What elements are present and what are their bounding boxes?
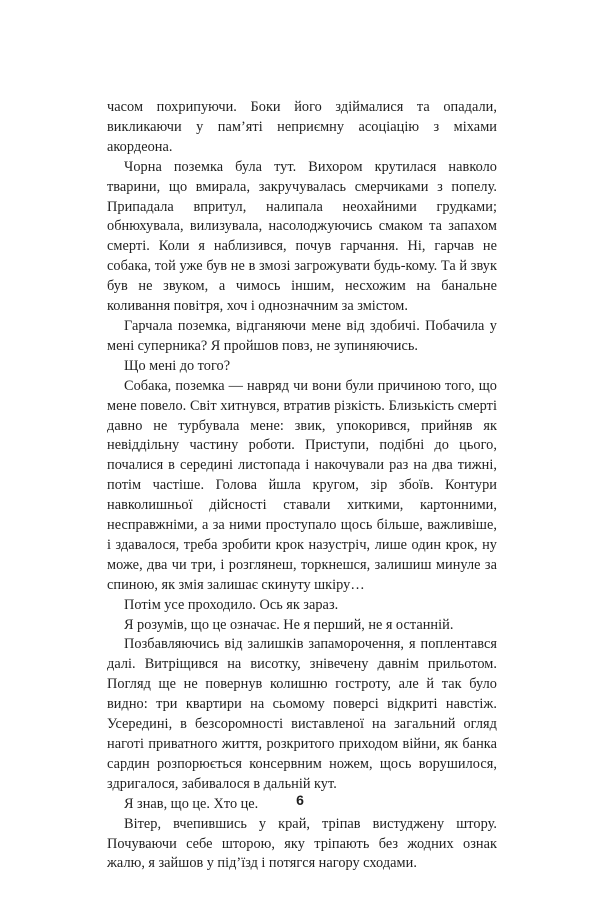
paragraph-5: Собака, поземка — навряд чи вони були причиною того, що мене повело. Світ хитнувся, втратив різкість. Близькість смерті давно не турбувала мене: звик, упокорився, прийняв як невіддільну частину роботи. Приступи, подібні до цього, почалися в середині листопада і накочували раз на два тижні, потім частіше. Голова йшла кругом, зір збоїв. Контури навколишньої дійсності ставали хиткими, картонними, несправжніми, а за ними проступало щось більше, важливіше, і здавалося, треба зробити крок назустріч, лише один крок, ну може, два чи три, і розглянеш, торкнешся, залишиш минуле за спиною, як змія залишає скинуту шкіру… <box>107 377 497 593</box>
paragraph-10: Вітер, вчепившись у край, тріпав вистуджену штору. Почуваючи себе шторою, яку тріпають без жодних ознак жалю, я зайшов у під’їзд і потягся нагору сходами. <box>107 815 497 872</box>
body-text <box>107 98 497 874</box>
paragraph-8: Позбавляючись від залишків запаморочення, я поплентався далі. Витріщився на висотку, знівечену давнім прильотом. Погляд ще не повернув колишню гостроту, але й так було видно: три квартири на сьомому поверсі відкриті навстіж. Усередині, в безсоромності виставленої на загальний огляд наготі приватного життя, розкритого приходом війни, як банка сардин розпорюється консервним ножем, щось ворушилося, здригалося, забивалося в дальній кут. <box>107 636 497 792</box>
paragraph-9: Я знав, що це. Хто це. <box>124 795 259 812</box>
paragraph-4: Що мені до того? <box>124 357 231 374</box>
paragraph-2: Чорна поземка була тут. Вихором крутилася навколо тварини, що вмирала, закручувалась смерчиками з попелу. Припадала впритул, налипала неохайними грудками; обнюхувала, вилизувала, насолоджуючись смаком та запахом смерті. Коли я наблизився, почув гарчання. Ні, гарчав не собака, той уже був не в змозі загрожувати будь-кому. Та й звук був не звуком, а чимось іншим, несхожим на банальне коливання повітря, хоч і однозначним за змістом. <box>107 158 497 315</box>
page-number: 6 <box>296 792 304 808</box>
paragraph-7: Я розумів, що це означає. Не я перший, не я останній. <box>124 616 454 633</box>
paragraph-1: часом похрипуючи. Боки його здіймалися та опадали, викликаючи у пам’яті неприємну асоціацію з міхами акордеона. <box>107 99 497 155</box>
paragraph-3: Гарчала поземка, відганяючи мене від здобичі. Побачила у мені суперника? Я пройшов повз, не зупиняючись. <box>107 317 497 354</box>
paragraph-6: Потім усе проходило. Ось як зараз. <box>124 596 339 613</box>
